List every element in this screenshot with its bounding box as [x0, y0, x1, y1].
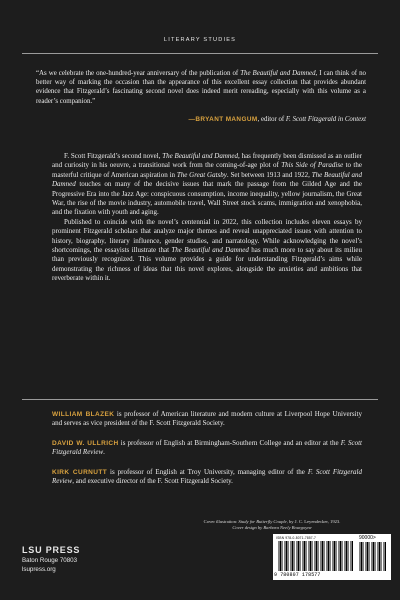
top-divider: [22, 53, 378, 54]
attrib-role: , editor of: [257, 116, 286, 123]
bio-text-run: F. Scott Fitzgerald Review: [52, 438, 363, 457]
barcode-bar: [334, 541, 336, 571]
barcode-bar: [338, 541, 339, 571]
bio-text-run: is professor of English at Troy University, managing editor of the: [107, 467, 308, 476]
price-code-number: 90000: [359, 535, 373, 541]
bio-2: [52, 439, 362, 458]
barcode-bar: [318, 541, 319, 571]
barcode-bar: [373, 542, 375, 571]
publisher-city: Baton Rouge 70803: [22, 557, 78, 564]
barcode-bar: [375, 542, 376, 571]
barcode-bar: [365, 542, 366, 571]
publisher-block: [22, 544, 112, 574]
cover-credits: [160, 519, 384, 532]
quote-text-1: “As we celebrate the one-hundred-year anniversary of the publication of: [36, 70, 241, 77]
publisher-name: LSU PRESS: [22, 545, 81, 555]
barcode-bar: [361, 542, 363, 571]
barcode-bar: [284, 541, 285, 571]
barcode-bar: [328, 541, 330, 571]
barcode-bars: [278, 541, 354, 571]
barcode-bar: [312, 541, 313, 571]
description-p2-run: Published to coincide with the novel’s centennial in 2022, this collection includes eleven essays by prominent Fitzgerald scholars that analyze major themes and reveal unappreciated issues with attention to history, biography, literary influence, gender studies, and narratology. While acknowledging the novel’s shortcomings, the essayists illustrate that: [52, 217, 362, 255]
barcode-bar: [377, 542, 378, 571]
bios-divider: [22, 399, 378, 400]
design-credit: Cover design by Barbara Neely Bourgoyne: [232, 525, 312, 531]
description-p1-run: F. Scott Fitzgerald’s second novel,: [64, 152, 163, 160]
barcode-bar: [292, 541, 294, 571]
barcode-bar: [296, 541, 297, 571]
publisher-url: lsupress.org: [22, 566, 56, 573]
description-p2-run: has much more to say about its milieu than previously recognized. This volume provides a guide for understanding Fitzgerald’s aims while demonstrating the richness of ideas that this novel explores, alongside the anxieties and ambitions that reverberate within it.: [52, 246, 362, 283]
endorsement-attribution: [36, 115, 366, 124]
barcode-bar: [340, 541, 342, 571]
barcode-bar: [294, 541, 295, 571]
bio-text-run: , and executive director of the F. Scott Fitzgerald Society.: [72, 477, 233, 486]
illustration-prefix: Cover illustration:: [203, 519, 239, 524]
bio-name: KIRK CURNUTT: [52, 468, 108, 476]
description-p1-run: , has frequently been dismissed as an outlier and curiosity in his oeuvre, a transitional work from the coming-of-age plot of: [52, 152, 362, 170]
barcode-bar: [316, 541, 318, 571]
description-p1-run: . Set between 1913 and 1922,: [226, 170, 312, 179]
price-code: [359, 535, 389, 541]
barcode-bar: [282, 541, 283, 571]
bio-name: WILLIAM BLAZEK: [52, 411, 115, 418]
barcode-bar: [310, 541, 312, 571]
bio-text-run: is professor of English at Birmingham-Southern College and an editor at the: [118, 438, 341, 447]
barcode-bar: [286, 541, 288, 571]
attrib-name: BRYANT MANGUM: [195, 116, 258, 123]
barcode-bar: [304, 541, 306, 571]
barcode-bar: [300, 541, 301, 571]
quote-text-2: , I can think of no better way of marking the occasion than the appearance of this excellent essay collection that provides abundant evidence that Fitzgerald’s fascinating second novel does indeed merit rereading, especially with this volume as a reader’s companion.”: [36, 70, 366, 105]
barcode-bar: [385, 542, 387, 571]
price-barcode-bars: [359, 542, 387, 571]
barcode-bar: [320, 541, 321, 571]
barcode-bar: [308, 541, 309, 571]
barcode-bar: [314, 541, 315, 571]
description-p1-run: touches on many of the decisive issues that mark the passage from the Gilded Age and the Progressive Era into the Jazz Age: conspicuous consumption, income inequality, yellow journalism, the Great War, the rise of the movie industry, automobile travel, Wall Street stock scams, immigration and xenophobia, and the fixation with youth and aging.: [52, 180, 362, 217]
barcode-bar: [350, 541, 351, 571]
bio-1: [52, 410, 362, 429]
barcode-bar: [288, 541, 289, 571]
barcode-bar: [280, 541, 282, 571]
endorsement-quote: [36, 69, 366, 106]
isbn-barcode: [273, 534, 391, 580]
illustration-suffix: , by J. C. Leyendecker, 1923.: [286, 519, 341, 524]
barcode-bar: [367, 542, 369, 571]
barcode-bar: [342, 541, 343, 571]
barcode-bar: [306, 541, 307, 571]
book-description: [52, 152, 362, 284]
bio-text-run: is professor of American literature and modern culture at Liverpool Hope University and serves as vice president of the F. Scott Fitzgerald Society.: [52, 410, 362, 428]
barcode-bar: [369, 542, 370, 571]
barcode-bar: [371, 542, 372, 571]
attrib-dash: —: [188, 116, 196, 123]
barcode-bar: [290, 541, 291, 571]
bio-text-run: F. Scott Fitzgerald Review: [52, 467, 363, 486]
barcode-bar: [332, 541, 333, 571]
attrib-book: F. Scott Fitzgerald in Context: [285, 116, 366, 123]
description-p1-run: This Side of Paradise: [281, 161, 344, 170]
barcode-bar: [379, 542, 381, 571]
barcode-bar: [352, 541, 354, 571]
description-p2-run: The Beautiful and Damned: [171, 246, 249, 255]
description-p1-run: The Great Gatsby: [176, 170, 227, 179]
barcode-bar: [322, 541, 324, 571]
barcode-bar: [324, 541, 325, 571]
barcode-bar: [278, 541, 279, 571]
barcode-bar: [330, 541, 331, 571]
description-p1-run: The Beautiful and Damned: [52, 170, 363, 189]
barcode-bar: [346, 541, 348, 571]
bio-text-run: .: [103, 448, 105, 457]
price-code-arrow: >: [372, 535, 376, 541]
series-label: LITERARY STUDIES: [163, 37, 237, 43]
barcode-bar: [344, 541, 345, 571]
quote-book-title: The Beautiful and Damned: [240, 70, 316, 77]
description-p1-run: to the masterful critique of American aspiration in: [52, 161, 362, 179]
barcode-bar: [336, 541, 337, 571]
barcode-digits: 9 780807 178577: [274, 572, 321, 578]
editor-bios: [52, 410, 362, 496]
barcode-bar: [298, 541, 300, 571]
barcode-bar: [359, 542, 360, 571]
isbn-text: ISBN 978-0-8071-7857-7: [276, 536, 317, 540]
description-p1-run: The Beautiful and Damned: [162, 152, 239, 160]
bio-3: [52, 468, 362, 487]
description-paragraph-2: [52, 218, 362, 284]
barcode-bar: [381, 542, 382, 571]
barcode-bar: [348, 541, 349, 571]
barcode-bar: [302, 541, 303, 571]
barcode-bar: [326, 541, 327, 571]
illustration-title: Study for Butterfly Couple: [238, 519, 287, 524]
description-paragraph-1: [52, 152, 362, 218]
barcode-bar: [383, 542, 384, 571]
bio-name: DAVID W. ULLRICH: [52, 439, 119, 447]
barcode-bar: [363, 542, 364, 571]
